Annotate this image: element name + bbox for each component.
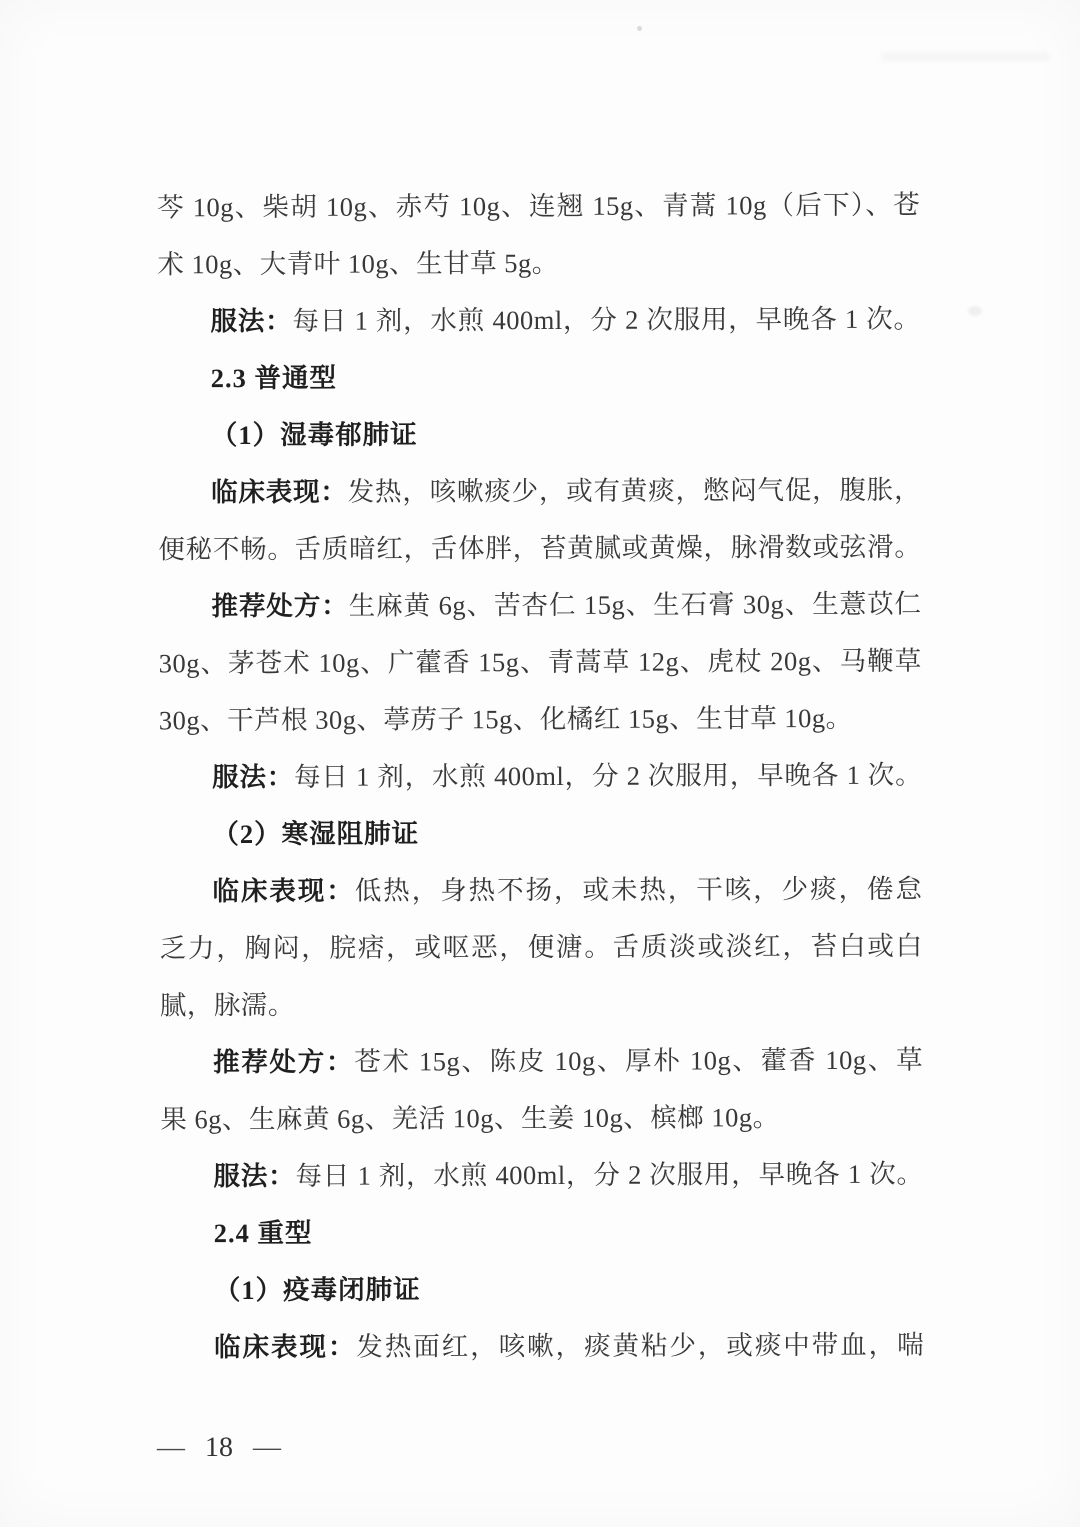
line-text: 发热，咳嗽痰少，或有黄痰，憋闷气促，腹胀， xyxy=(347,474,922,507)
section-heading xyxy=(159,804,922,864)
footer-dash-right: — xyxy=(252,1431,282,1463)
text-line xyxy=(158,576,921,636)
line-text: 腻，脉濡。 xyxy=(159,989,295,1021)
line-text: 生麻黄 6g、苦杏仁 15g、生石膏 30g、生薏苡仁 xyxy=(348,588,922,621)
line-label: 服法： xyxy=(212,761,295,793)
text-line xyxy=(160,918,923,978)
line-text: 苍术 15g、陈皮 10g、厚朴 10g、藿香 10g、草 xyxy=(354,1044,924,1077)
line-text: 30g、茅苍术 10g、广藿香 15g、青蒿草 12g、虎杖 20g、马鞭草 xyxy=(158,645,922,679)
heading-text: 2.3 普通型 xyxy=(210,362,337,394)
text-line xyxy=(159,747,922,807)
text-line xyxy=(159,690,922,750)
line-label: 临床表现： xyxy=(211,476,348,508)
text-line xyxy=(160,1032,923,1092)
text-line xyxy=(160,975,923,1035)
heading-text: 2.4 重型 xyxy=(213,1217,313,1249)
line-text: 便秘不畅。舌质暗红，舌体胖，苔黄腻或黄燥，脉滑数或弦滑。 xyxy=(158,531,922,565)
line-label: 临床表现： xyxy=(214,1331,357,1363)
page-number: 18 xyxy=(204,1431,234,1464)
section-heading xyxy=(161,1203,924,1263)
heading-text: （2）寒湿阻肺证 xyxy=(212,818,420,850)
line-label: 临床表现： xyxy=(212,875,355,907)
heading-text: （1）湿毒郁肺证 xyxy=(210,419,418,451)
line-text: 发热面红，咳嗽，痰黄粘少，或痰中带血，喘 xyxy=(356,1329,925,1362)
scan-smudge xyxy=(880,52,1050,62)
text-line xyxy=(161,1317,924,1377)
scan-speck xyxy=(637,26,642,31)
line-text: 术 10g、大青叶 10g、生甘草 5g。 xyxy=(157,247,559,280)
line-label: 推荐处方： xyxy=(213,1046,355,1078)
line-text: 每日 1 剂，水煎 400ml，分 2 次服用，早晚各 1 次。 xyxy=(295,1158,924,1191)
text-line xyxy=(159,861,922,921)
line-label: 服法： xyxy=(210,305,293,337)
line-text: 每日 1 剂，水煎 400ml，分 2 次服用，早晚各 1 次。 xyxy=(294,759,923,792)
line-label: 服法： xyxy=(213,1160,296,1192)
line-text: 低热，身热不扬，或未热，干咳，少痰，倦怠 xyxy=(354,873,923,906)
line-text: 芩 10g、柴胡 10g、赤芍 10g、连翘 15g、青蒿 10g（后下）、苍 xyxy=(157,189,921,223)
text-line xyxy=(158,462,921,522)
line-text: 每日 1 剂，水煎 400ml，分 2 次服用，早晚各 1 次。 xyxy=(292,303,921,336)
heading-text: （1）疫毒闭肺证 xyxy=(213,1274,421,1306)
text-line xyxy=(157,177,920,237)
line-text: 果 6g、生麻黄 6g、羌活 10g、生姜 10g、槟榔 10g。 xyxy=(160,1102,780,1135)
section-heading xyxy=(161,1260,924,1320)
text-line xyxy=(157,291,920,351)
section-heading xyxy=(158,348,921,408)
text-line xyxy=(157,234,920,294)
footer-dash-left: — xyxy=(156,1432,186,1464)
page-footer xyxy=(157,1428,281,1468)
text-line xyxy=(158,519,921,579)
text-line xyxy=(160,1146,923,1206)
document-body xyxy=(157,177,924,1377)
scan-smudge xyxy=(968,306,982,316)
line-text: 乏力，胸闷，脘痞，或呕恶，便溏。舌质淡或淡红，苔白或白 xyxy=(159,930,923,964)
text-line xyxy=(159,633,922,693)
line-label: 推荐处方： xyxy=(211,590,349,622)
line-text: 30g、干芦根 30g、葶苈子 15g、化橘红 15g、生甘草 10g。 xyxy=(158,702,853,736)
section-heading xyxy=(158,405,921,465)
text-line xyxy=(160,1089,923,1149)
